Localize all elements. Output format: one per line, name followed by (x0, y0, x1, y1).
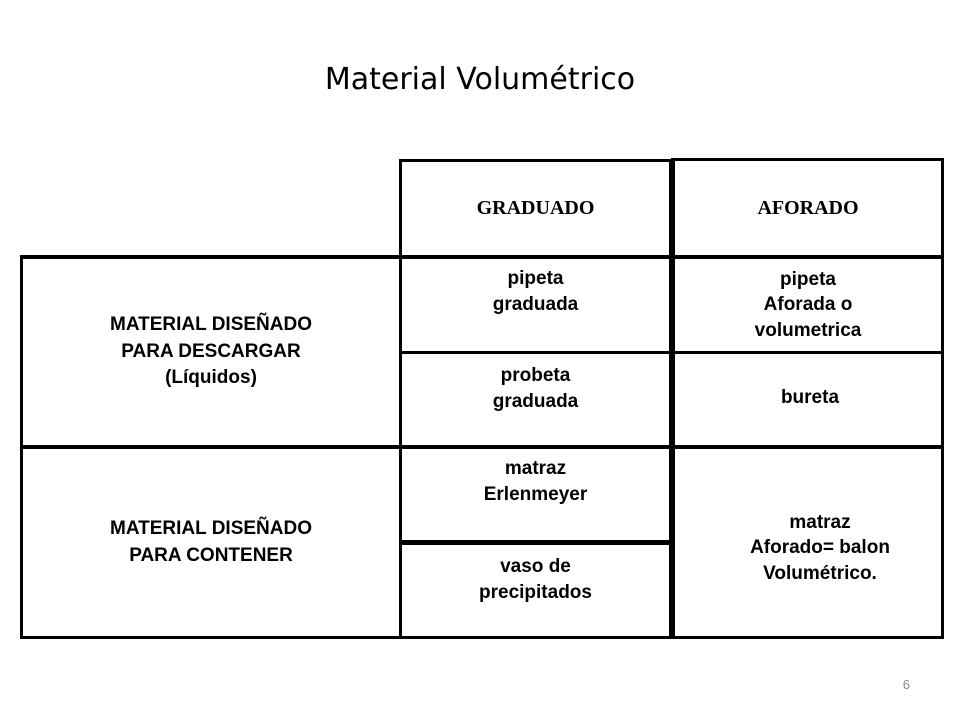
cell-matraz-aforado: matraz Aforado= balon Volumétrico. (750, 511, 890, 584)
cell-vaso-precipitados: vaso de precipitados (479, 556, 592, 603)
cell-pipeta-aforada: pipeta Aforada o volumetrica (754, 268, 862, 341)
slide-title: Material Volumétrico (324, 62, 636, 97)
page-number: 6 (902, 677, 910, 692)
cell-bureta: bureta (780, 387, 840, 409)
row-label-descargar: MATERIAL DISEÑADO PARA DESCARGAR (Líquidos) (110, 314, 312, 389)
header-graduado: GRADUADO (476, 197, 595, 219)
grid-line (20, 636, 944, 639)
row-label-contener: MATERIAL DISEÑADO PARA CONTENER (110, 517, 312, 566)
cell-probeta-graduada: probeta graduada (492, 365, 579, 412)
cell-pipeta-graduada: pipeta graduada (492, 268, 579, 315)
grid-line (941, 158, 944, 257)
cell-matraz-erlenmeyer: matraz Erlenmeyer (483, 458, 588, 505)
grid-line (671, 158, 944, 161)
header-aforado: AFORADO (757, 197, 859, 219)
